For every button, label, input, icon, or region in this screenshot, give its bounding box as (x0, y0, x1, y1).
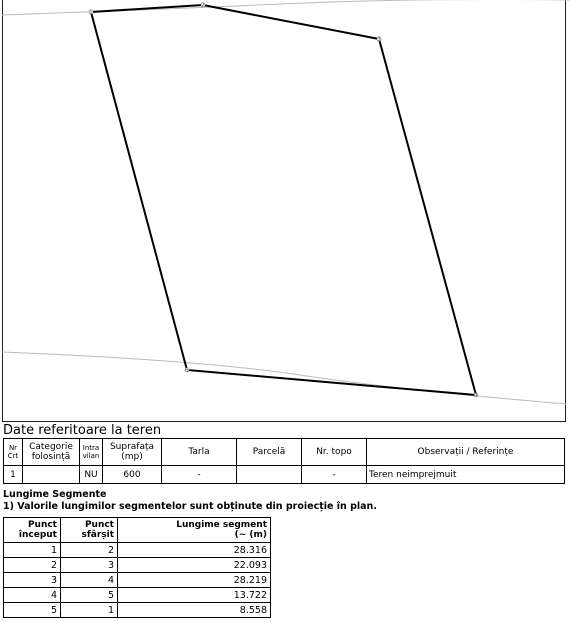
cell-nr: 1 (4, 466, 23, 484)
vertex-label-4: 4 (474, 392, 478, 399)
table-row (4, 603, 271, 618)
col-tarla: Tarla (162, 439, 237, 466)
cell-end: 5 (61, 588, 118, 603)
col-end-line2: sfârșit (81, 530, 114, 540)
table-row (4, 558, 271, 573)
cell-parcela (237, 466, 302, 484)
segments-note: 1) Valorile lungimilor segmentelor sunt obținute din proiecție în plan. (3, 501, 377, 512)
land-data-title: Date referitoare la teren (3, 423, 162, 438)
col-end-line1: Punct (84, 520, 114, 530)
col-parcela: Parcelă (237, 439, 302, 466)
cell-start: 5 (4, 603, 61, 618)
col-length-line2: (~ (m) (234, 530, 267, 540)
cell-length: 28.219 (118, 573, 271, 588)
col-nr (4, 439, 23, 466)
col-suprafata (103, 439, 162, 466)
col-start-line2: început (18, 530, 57, 540)
vertex-label-1: 1 (89, 9, 93, 16)
vertex-label-5: 5 (185, 367, 189, 374)
col-nr-line2: Crt (7, 452, 19, 460)
cell-length: 8.558 (118, 603, 271, 618)
segments-table (3, 517, 271, 618)
vertex-label-2: 2 (201, 2, 205, 9)
col-categorie (23, 439, 80, 466)
cell-start: 1 (4, 543, 61, 558)
cell-start: 3 (4, 573, 61, 588)
col-length-line1: Lungime segment (176, 520, 267, 530)
cell-end: 1 (61, 603, 118, 618)
col-nr-line1: Nr (8, 444, 18, 452)
land-data-table (3, 438, 565, 484)
cell-categorie (23, 466, 80, 484)
cell-end: 3 (61, 558, 118, 573)
col-start (4, 518, 61, 543)
cell-tarla: - (162, 466, 237, 484)
col-intravilan-line2: vilan (82, 452, 100, 460)
table-row (4, 573, 271, 588)
cell-end: 4 (61, 573, 118, 588)
col-length (118, 518, 271, 543)
col-categorie-line1: Categorie (29, 442, 73, 452)
table-row (4, 588, 271, 603)
segments-table-header (4, 518, 271, 543)
cell-suprafata: 600 (103, 466, 162, 484)
vertex-label-3: 3 (377, 36, 381, 43)
cell-length: 28.316 (118, 543, 271, 558)
cell-start: 4 (4, 588, 61, 603)
neighbor-boundary-top (2, 0, 570, 15)
col-suprafata-line2: (mp) (121, 452, 143, 462)
cell-observatii: Teren neimprejmuit (367, 466, 565, 484)
col-intravilan-line1: Intra (82, 444, 100, 452)
table-row (4, 543, 271, 558)
col-suprafata-line1: Suprafața (109, 442, 155, 452)
col-intravilan (80, 439, 103, 466)
col-observatii: Observații / Referințe (367, 439, 565, 466)
cell-intravilan: NU (80, 466, 103, 484)
land-table-header (4, 439, 565, 466)
col-end (61, 518, 118, 543)
parcel-vertex-markers (89, 3, 478, 397)
cell-nr-topo: - (302, 466, 367, 484)
segments-title: Lungime Segmente (3, 489, 107, 500)
cell-length: 13.722 (118, 588, 271, 603)
table-row (4, 466, 565, 484)
col-nr-topo: Nr. topo (302, 439, 367, 466)
col-categorie-line2: folosință (31, 452, 71, 462)
cell-end: 2 (61, 543, 118, 558)
cell-length: 22.093 (118, 558, 271, 573)
cell-start: 2 (4, 558, 61, 573)
col-start-line1: Punct (27, 520, 57, 530)
parcel-boundary (91, 5, 476, 395)
